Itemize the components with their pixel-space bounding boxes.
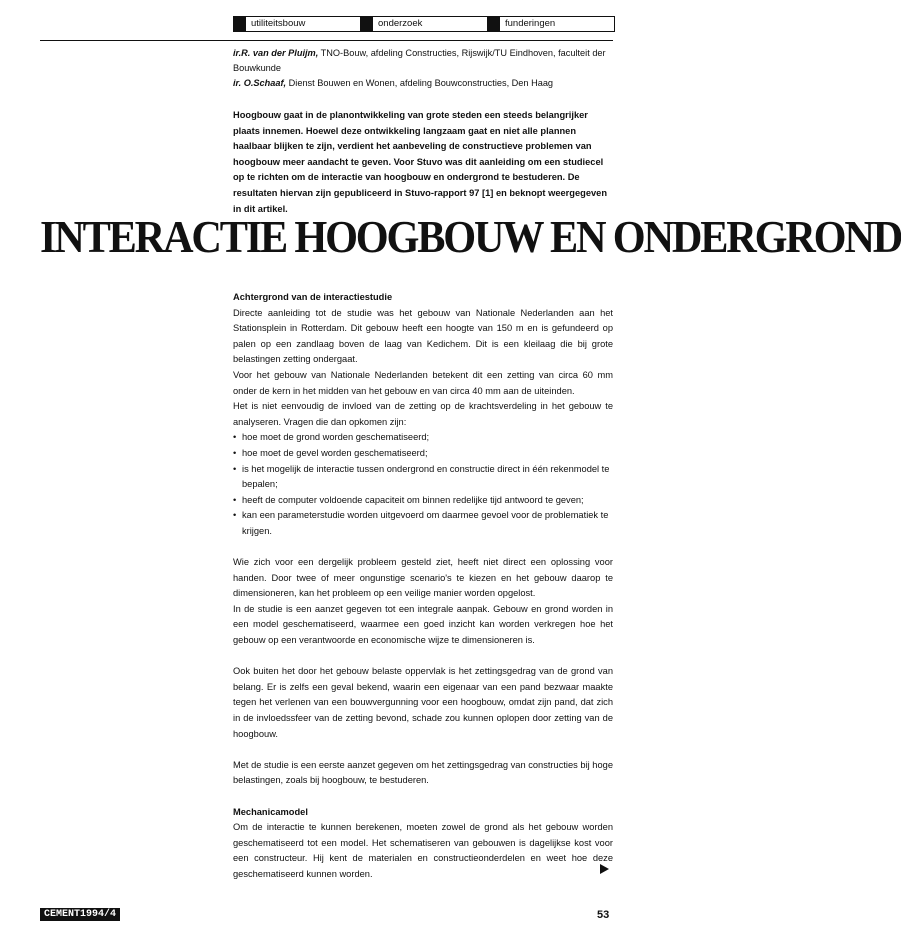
list-item: • is het mogelijk de interactie tussen ondergrond en constructie direct in één rekenmodel te bepalen; — [233, 462, 613, 493]
body-paragraph: Het is niet eenvoudig de invloed van de zetting op de krachtsverdeling in het gebouw te analyseren. Vragen die dan opkomen zijn: — [233, 401, 613, 427]
tag-label: funderingen — [505, 18, 556, 29]
section-heading: Mechanicamodel — [233, 806, 308, 817]
category-tag — [360, 17, 487, 31]
author-name: ir. O.Schaaf, — [233, 78, 287, 88]
category-tag-bar — [233, 16, 615, 32]
body-paragraph: Directe aanleiding tot de studie was het gebouw van Nationale Nederlanden aan het Stationsplein in Rotterdam. Dit gebouw heeft een hoogte van 150 m en is gefundeerd op palen op een zandlaag boven de laag van Kedichem. Dit is een kleilaag die bij grote belastingen zetting ondergaat. — [233, 307, 613, 365]
author-affiliation: Dienst Bouwen en Wonen, afdeling Bouwconstructies, Den Haag — [286, 78, 554, 88]
body-paragraph: Met de studie is een eerste aanzet gegeven om het zettingsgedrag van constructies bij hoge belastingen, zoals bij hoogbouw, te bestuderen. — [233, 759, 613, 786]
list-item: • heeft de computer voldoende capaciteit om binnen redelijke tijd antwoord te geven; — [233, 493, 613, 509]
body-paragraph: In de studie is een aanzet gegeven tot een integrale aanpak. Gebouw en grond worden in een model geschematiseerd, waarmee een goed inzicht kan worden verkregen hoe het gebouw op een verantwoorde en economische wijze te dimensioneren is. — [233, 603, 613, 646]
lead-paragraph: Hoogbouw gaat in de planontwikkeling van grote steden een steeds belangrijker plaats innemen. Hoewel deze ontwikkeling langzaam gaat en niet alle plannen haalbaar blijken te zijn, verdient het aanbeveling de constructieve problemen van hoogbouw meer aandacht te geven. Voor Stuvo was dit aanleiding om een studiecel op te richten om de interactie van hoogbouw en ondergrond te bestuderen. De resultaten hiervan zijn gepubliceerd in Stuvo-rapport 97 [1] en beknopt weergegeven in dit artikel. — [233, 110, 608, 214]
tag-marker-icon — [361, 17, 373, 31]
author-line — [233, 76, 613, 91]
tag-label: onderzoek — [378, 18, 423, 29]
category-tag — [487, 17, 614, 31]
author-block — [233, 46, 613, 91]
tag-marker-icon — [234, 17, 246, 31]
author-name: ir.R. van der Pluijm, — [233, 48, 319, 58]
list-item: • hoe moet de grond worden geschematiseerd; — [233, 430, 613, 446]
tag-marker-icon — [488, 17, 500, 31]
body-paragraph: Voor het gebouw van Nationale Nederlanden betekent dit een zetting van circa 60 mm onder de kern in het midden van het gebouw en van circa 40 mm aan de uiteinden. — [233, 369, 613, 396]
question-list — [233, 430, 613, 539]
header-divider — [40, 40, 613, 41]
body-paragraph: Wie zich voor een dergelijk probleem gesteld ziet, heeft niet direct een oplossing voor handen. Door twee of meer ongunstige scenario's te kiezen en het gebouw daarop te dimensioneren, kan het probleem op een veilige manier worden opgelost. — [233, 557, 613, 599]
continue-arrow-icon — [600, 864, 609, 874]
author-affiliation: TNO-Bouw, afdeling Constructies, Rijswijk/TU Eindhoven, faculteit der Bouwkunde — [233, 48, 606, 73]
tag-label: utiliteitsbouw — [251, 18, 306, 29]
article-title: INTERACTIE HOOGBOUW EN ONDERGROND — [40, 211, 901, 262]
author-line — [233, 46, 613, 76]
body-paragraph: Om de interactie te kunnen berekenen, moeten zowel de grond als het gebouw worden geschematiseerd tot een model. Het schematiseren van gebouwen is dagelijkse kost voor een constructeur. Hij kent de materialen en constructieonderdelen en weet hoe deze geschematiseerd kunnen worden. — [233, 822, 613, 879]
section-heading: Achtergrond van de interactiestudie — [233, 292, 393, 302]
body-paragraph: Ook buiten het door het gebouw belaste oppervlak is het zettingsgedrag van de grond van belang. Er is zelfs een geval bekend, waarin een eigenaar van een pand bezwaar maakte tegen het verlenen van een bouwvergunning voor een hoogbouw, omdat zijn pand, dat zich in de invloedssfeer van de zetting bevond, schade zou kunnen oplopen door zetting van de hoogbouw. — [233, 666, 613, 739]
journal-issue-label: CEMENT1994/4 — [40, 908, 120, 921]
list-item: • hoe moet de gevel worden geschematiseerd; — [233, 446, 613, 462]
page-number: 53 — [597, 909, 610, 921]
list-item: • kan een parameterstudie worden uitgevoerd om daarmee gevoel voor de problematiek te krijgen. — [233, 508, 613, 539]
category-tag — [234, 17, 360, 31]
article-body — [233, 290, 613, 883]
